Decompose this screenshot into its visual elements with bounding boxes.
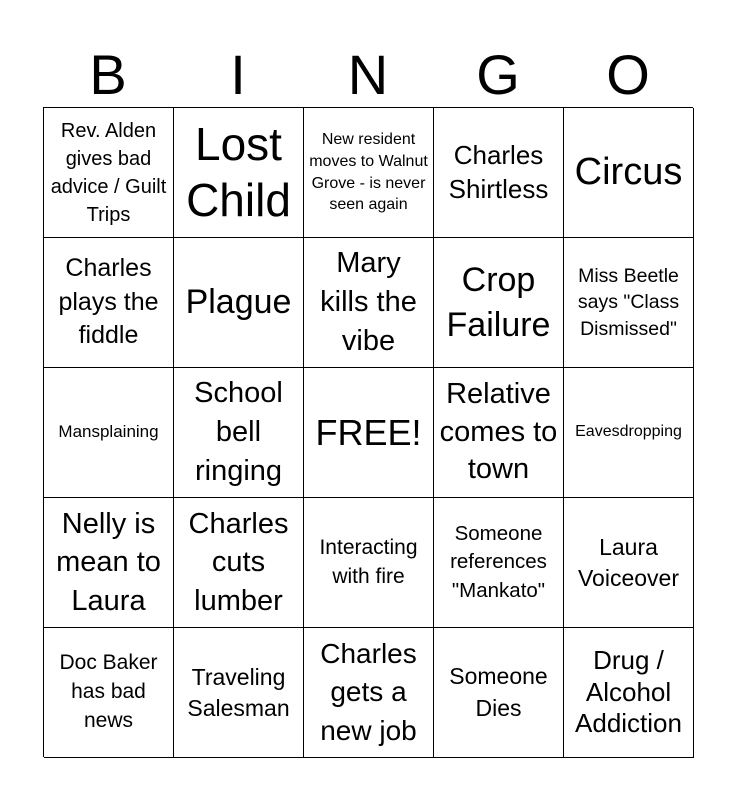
bingo-cell[interactable] [174,238,304,368]
bingo-cell[interactable] [434,498,564,628]
bingo-cell[interactable] [174,628,304,758]
cell-text: Charles plays the fiddle [58,254,159,350]
cell-text: Rev. Alden gives bad advice / Guilt Trips [50,119,167,226]
cell-text: Someone references "Mankato" [450,522,547,602]
header-letter-i: I [230,43,246,106]
cell-text: Doc Baker has bad news [59,651,158,732]
bingo-cell[interactable] [44,628,174,758]
bingo-cell[interactable] [564,498,694,628]
bingo-cell[interactable] [564,368,694,498]
header-letter-n: N [347,43,389,106]
bingo-header [43,42,693,108]
bingo-cell[interactable] [44,238,174,368]
cell-text: Interacting with fire [319,535,418,588]
bingo-cell[interactable] [174,368,304,498]
cell-text: Charles gets a new job [320,638,417,746]
bingo-cell[interactable] [44,108,174,238]
cell-text: Crop Failure [446,261,551,344]
cell-text: Someone Dies [449,663,548,721]
bingo-cell[interactable] [564,108,694,238]
cell-text: FREE! [315,412,422,453]
bingo-cell[interactable] [434,238,564,368]
cell-text: Eavesdropping [575,423,682,441]
cell-text: Lost Child [186,118,291,226]
bingo-cell[interactable] [564,238,694,368]
cell-text: Laura Voiceover [577,534,679,591]
cell-text: Relative comes to town [439,377,558,486]
bingo-cell[interactable] [304,368,434,498]
bingo-cell[interactable] [304,108,434,238]
bingo-cell[interactable] [174,498,304,628]
bingo-cell[interactable] [44,368,174,498]
bingo-cell[interactable] [434,628,564,758]
header-letter-o: O [606,43,650,106]
bingo-cell[interactable] [434,368,564,498]
cell-text: Traveling Salesman [187,664,290,721]
bingo-cell[interactable] [434,108,564,238]
bingo-cell[interactable] [564,628,694,758]
cell-text: Nelly is mean to Laura [56,508,161,617]
header-letter-g: G [476,43,520,106]
cell-text: Mansplaining [58,422,159,442]
cell-text: New resident moves to Walnut Grove - is never seen again [309,131,428,214]
header-letter-b: B [89,43,127,106]
bingo-cell[interactable] [304,238,434,368]
bingo-cell[interactable] [44,498,174,628]
cell-text: Charles Shirtless [448,139,549,204]
cell-text: Mary kills the vibe [320,247,417,357]
bingo-grid [43,107,693,757]
cell-text: School bell ringing [194,377,283,487]
bingo-cell[interactable] [304,498,434,628]
cell-text: Miss Beetle says "Class Dismissed" [577,265,680,340]
bingo-cell[interactable] [174,108,304,238]
bingo-cell[interactable] [304,628,434,758]
cell-text: Circus [574,150,683,193]
cell-text: Charles cuts lumber [188,508,289,617]
cell-text: Drug / Alcohol Addiction [575,644,682,739]
cell-text: Plague [185,283,292,322]
